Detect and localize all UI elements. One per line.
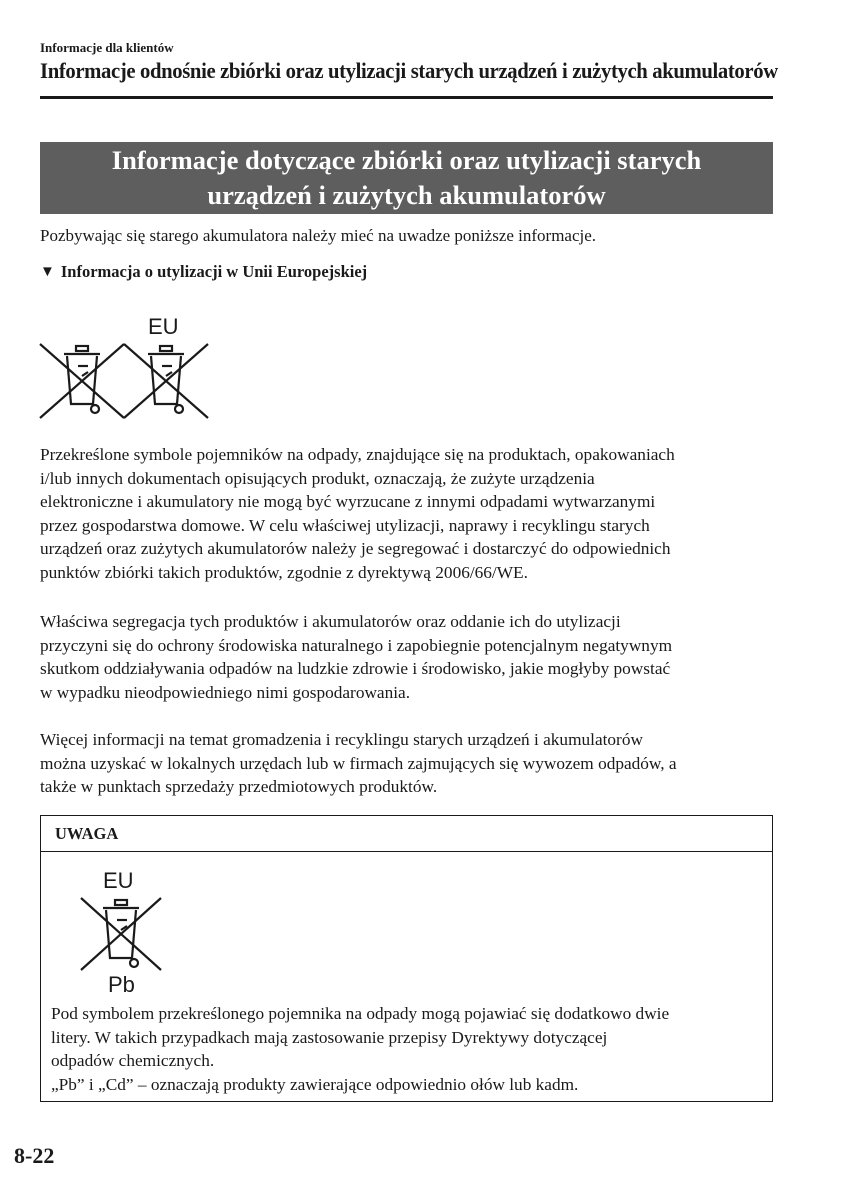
paragraph-line: Przekreślone symbole pojemników na odpady, znajdujące się na produktach, opakowaniach: [40, 445, 675, 464]
note-line: litery. W takich przypadkach mają zastosowanie przepisy Dyrektywy dotyczącej: [51, 1027, 608, 1047]
paragraph-more-info: [40, 728, 775, 799]
paragraph-segregation: [40, 610, 775, 704]
note-eu-label: EU: [103, 868, 134, 893]
page-title-line-1: Informacje dotyczące zbiórki oraz utylizacji starych: [111, 145, 702, 175]
paragraph-line: przyczyni się do ochrony środowiska naturalnego i zapobiegnie potencjalnym negatywnym: [40, 635, 673, 655]
section-label: Informacje dla klientów: [40, 40, 174, 55]
crossed-out-wheeled-bin-icon: [40, 344, 124, 418]
paragraph-line: urządzeń oraz zużytych akumulatorów należy je segregować i dostarczyć do odpowiednich: [40, 539, 671, 559]
note-text: [51, 1002, 761, 1096]
paragraph-line: elektroniczne i akumulatory nie mogą być wyrzucane z innymi odpadami wytwarzanymi: [40, 492, 656, 512]
note-line: „Pb” i „Cd” – oznaczają produkty zawierające odpowiednio ołów lub kadm.: [51, 1074, 579, 1094]
paragraph-line: także w punktach sprzedaży przedmiotowych produktów.: [40, 777, 438, 797]
section-title: Informacje odnośnie zbiórki oraz utylizacji starych urządzeń i zużytych akumulatorów: [40, 58, 778, 83]
subheading-text: Informacja o utylizacji w Unii Europejskiej: [60, 262, 368, 281]
pb-disposal-symbol: [77, 860, 167, 996]
crossed-out-wheeled-bin-icon: [81, 898, 161, 970]
note-line: odpadów chemicznych.: [51, 1051, 215, 1071]
paragraph-line: Właściwa segregacja tych produktów i akumulatorów oraz oddanie ich do utylizacji: [40, 612, 621, 631]
page-title-line-2: urządzeń i zużytych akumulatorów: [207, 180, 606, 210]
paragraph-line: skutkom oddziaływania odpadów na ludzkie zdrowie i środowisko, jakie mogłyby powstać: [40, 659, 671, 679]
paragraph-symbol-meaning: [40, 443, 775, 585]
subheading: [40, 262, 367, 282]
paragraph-line: w wypadku nieodpowiedniego nimi gospodarowania.: [40, 682, 411, 702]
paragraph-line: Więcej informacji na temat gromadzenia i recyklingu starych urządzeń i akumulatorów: [40, 730, 643, 749]
eu-label: EU: [148, 314, 179, 339]
note-line: Pod symbolem przekreślonego pojemnika na odpady mogą pojawiać się dodatkowo dwie: [51, 1004, 670, 1023]
intro-text: Pozbywając się starego akumulatora należy mieć na uwadze poniższe informacje.: [40, 226, 597, 245]
paragraph-line: można uzyskać w lokalnych urzędach lub w firmach zajmujących się wywozem odpadów, a: [40, 753, 677, 773]
note-title: UWAGA: [41, 816, 772, 852]
page-number: 8-22: [14, 1143, 55, 1168]
paragraph-line: i/lub innych dokumentach opisujących produkt, oznaczają, że zużyte urządzenia: [40, 468, 595, 488]
header-divider: [40, 96, 773, 99]
triangle-down-icon: ▼: [40, 263, 55, 280]
eu-disposal-symbols: [38, 310, 218, 422]
note-pb-label: Pb: [108, 972, 135, 996]
note-box: [40, 815, 773, 1102]
paragraph-line: przez gospodarstwa domowe. W celu właściwej utylizacji, naprawy i recyklingu starych: [40, 515, 650, 535]
page-title-banner: [40, 142, 773, 214]
paragraph-line: punktów zbiórki takich produktów, zgodnie z dyrektywą 2006/66/WE.: [40, 562, 528, 582]
crossed-out-wheeled-bin-icon: [124, 344, 208, 418]
